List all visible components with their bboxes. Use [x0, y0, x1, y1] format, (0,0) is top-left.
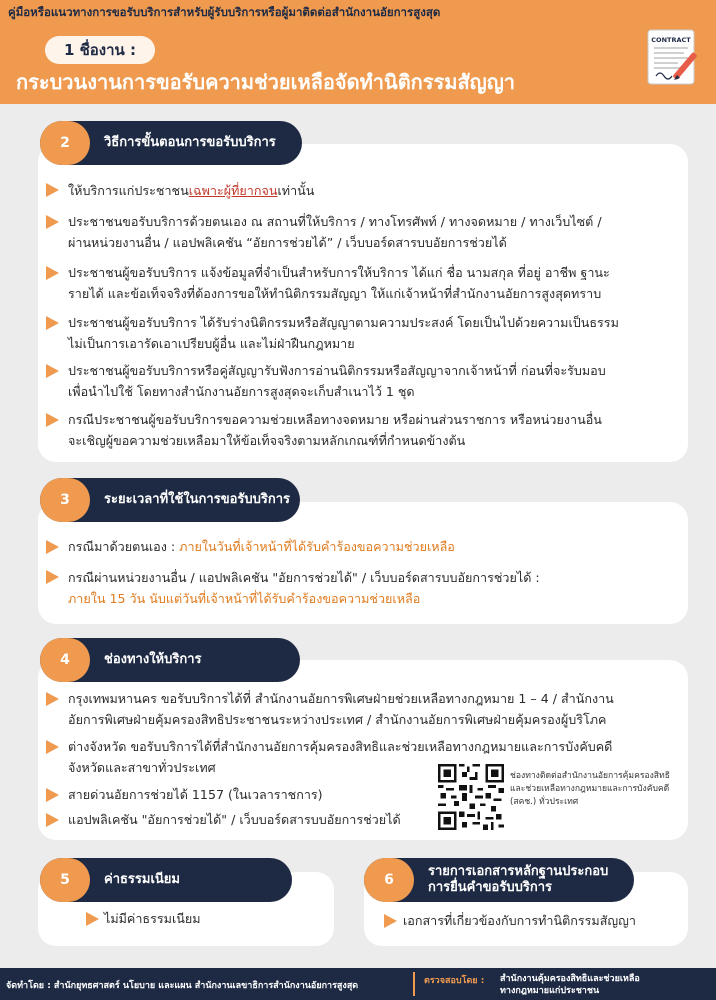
list-item: กรุงเทพมหานคร ขอรับบริการได้ที่ สำนักงานอัยการพิเศษฝ่ายช่วยเหลือทางกฎหมาย 1 – 4 / สำนักงาน อัยการพิเศษฝ่ายคุ้มครองสิทธิประชาชนระหว่างประเทศ / สำนักงานอัยการพิเศษฝ่ายคุ้มครองผู้บริโภค [68, 691, 614, 727]
section-4-number: 4 [40, 638, 90, 682]
section-2-number: 2 [40, 121, 90, 165]
contract-label: CONTRACT [651, 36, 691, 44]
bullet-arrow-icon [46, 813, 59, 827]
list-item: เอกสารที่เกี่ยวข้องกับการทำนิติกรรมสัญญา [403, 913, 636, 928]
section-3-title: ระยะเวลาที่ใช้ในการขอรับบริการ [104, 492, 291, 507]
section-6-number: 6 [364, 858, 414, 902]
section-4-header [40, 638, 300, 682]
section-3-number: 3 [40, 478, 90, 522]
list-item: สายด่วนอัยการช่วยได้ 1157 (ในเวลาราชการ) [68, 787, 323, 802]
list-item: ประชาชนขอรับบริการด้วยตนเอง ณ สถานที่ให้บริการ / ทางโทรศัพท์ / ทางจดหมาย / ทางเว็บไซต์ / ผ่านหน่วยงานอื่น / แอปพลิเคชัน “อัยการช่วยได้” / เว็บบอร์ดสารบบอัยการช่วยได้ [68, 214, 602, 250]
section-2-header [40, 121, 302, 165]
section-5-number: 5 [40, 858, 90, 902]
bullet-arrow-icon [46, 215, 59, 229]
bullet-arrow-icon [46, 692, 59, 706]
section-2-title: วิธีการขั้นตอนการขอรับบริการ [104, 135, 276, 150]
list-item: ประชาชนผู้ขอรับบริการหรือคู่สัญญารับฟังการอ่านนิติกรรมหรือสัญญาจากเจ้าหน้าที่ ก่อนที่จะรับมอบ เพื่อนำไปใช้ โดยทางสำนักงานอัยการสูงสุดจะเก็บสำเนาไว้ 1 ชุด [68, 363, 606, 399]
section-4-title: ช่องทางให้บริการ [104, 652, 202, 667]
reviewed-by-label: ตรวจสอบโดย : [424, 976, 485, 986]
prepared-by: จัดทำโดย : สำนักยุทธศาสตร์ นโยบาย และแผน สำนักงานเลขาธิการสำนักงานอัยการสูงสุด [6, 981, 359, 991]
list-item: ไม่มีค่าธรรมเนียม [104, 911, 201, 926]
bullet-arrow-icon [46, 364, 59, 378]
section-5-title: ค่าธรรมเนียม [104, 872, 180, 887]
list-item: ประชาชนผู้ขอรับบริการ แจ้งข้อมูลที่จำเป็นสำหรับการให้บริการ ได้แก่ ชื่อ นามสกุล ที่อยู่ อาชีพ ฐานะ รายได้ และข้อเท็จจริงที่ต้องการขอให้ทำนิติกรรมสัญญา ให้แก่เจ้าหน้าที่สำนักงานอัยการสูงสุดทราบ [68, 265, 610, 301]
bullet-arrow-icon [46, 413, 59, 427]
list-item: ต่างจังหวัด ขอรับบริการได้ที่สำนักงานอัยการคุ้มครองสิทธิและช่วยเหลือทางกฎหมายและการบังคับคดี จังหวัดและสาขาทั่วประเทศ [68, 739, 613, 775]
list-item: กรณีประชาชนผู้ขอรับบริการขอความช่วยเหลือทางจดหมาย หรือผ่านส่วนราชการ หรือหน่วยงานอื่น จะเชิญผู้ขอความช่วยเหลือมาให้ข้อเท็จจริงตามหลักเกณฑ์ที่กำหนดข้างต้น [68, 412, 602, 448]
bullet-arrow-icon [46, 788, 59, 802]
bullet-arrow-icon [86, 912, 99, 926]
section-6-title: รายการเอกสารหลักฐานประกอบ การยื่นคำขอรับบริการ [428, 864, 609, 895]
list-item: แอปพลิเคชัน "อัยการช่วยได้" / เว็บบอร์ดสารบบอัยการช่วยได้ [68, 812, 401, 827]
bullet-arrow-icon [46, 183, 59, 197]
task-name-pill: 1 ชื่องาน : [45, 36, 155, 64]
section-3-header [40, 478, 300, 522]
list-item: ประชาชนผู้ขอรับบริการ ได้รับร่างนิติกรรมหรือสัญญาตามความประสงค์ โดยเป็นไปด้วยความเป็นธรรม ไม่เป็นการเอารัดเอาเปรียบผู้อื่น และไม่ฝ่าฝืนกฎหมาย [68, 315, 619, 351]
section-5-header [40, 858, 292, 902]
list-item: ให้บริการแก่ประชาชนเฉพาะผู้ที่ยากจนเท่านั้น [68, 183, 315, 198]
bullet-arrow-icon [384, 914, 397, 928]
qr-code-icon[interactable] [438, 764, 504, 830]
bullet-arrow-icon [46, 316, 59, 330]
page-title: กระบวนงานการขอรับความช่วยเหลือจัดทำนิติกรรมสัญญา [16, 70, 515, 94]
list-item: กรณีมาด้วยตนเอง : ภายในวันที่เจ้าหน้าที่ได้รับคำร้องขอความช่วยเหลือ [68, 539, 455, 554]
header-top-text: คู่มือหรือแนวทางการขอรับบริการสำหรับผู้รับบริการหรือผู้มาติดต่อสำนักงานอัยการสูงสุด [8, 5, 441, 19]
walk-in-duration: ภายในวันที่เจ้าหน้าที่ได้รับคำร้องขอความช่วยเหลือ [179, 539, 455, 554]
list-item: กรณีผ่านหน่วยงานอื่น / แอปพลิเคชัน "อัยการช่วยได้" / เว็บบอร์ดสารบบอัยการช่วยได้ : ภายใน 15 วัน นับแต่วันที่เจ้าหน้าที่ได้รับคำร้องขอความช่วยเหลือ [68, 567, 540, 609]
page-header [0, 0, 716, 104]
page-footer [0, 968, 716, 1000]
section-6-header [364, 858, 634, 902]
qr-caption: ช่องทางติดต่อสำนักงานอัยการคุ้มครองสิทธิ และช่วยเหลือทางกฎหมายและการบังคับคดี (สคช.) ทั่วประเทศ [510, 771, 670, 807]
footer-divider [413, 972, 415, 996]
bullet-arrow-icon [46, 266, 59, 280]
reviewed-by: สำนักงานคุ้มครองสิทธิและช่วยเหลือ ทางกฎหมายแก่ประชาชน [500, 974, 640, 996]
bullet-arrow-icon [46, 740, 59, 754]
contract-icon [644, 28, 706, 86]
indirect-duration: ภายใน 15 วัน นับแต่วันที่เจ้าหน้าที่ได้รับคำร้องขอความช่วยเหลือ [68, 591, 421, 606]
bullet-arrow-icon [46, 570, 59, 584]
bullet-arrow-icon [46, 540, 59, 554]
poor-only-highlight: เฉพาะผู้ที่ยากจน [188, 183, 278, 198]
